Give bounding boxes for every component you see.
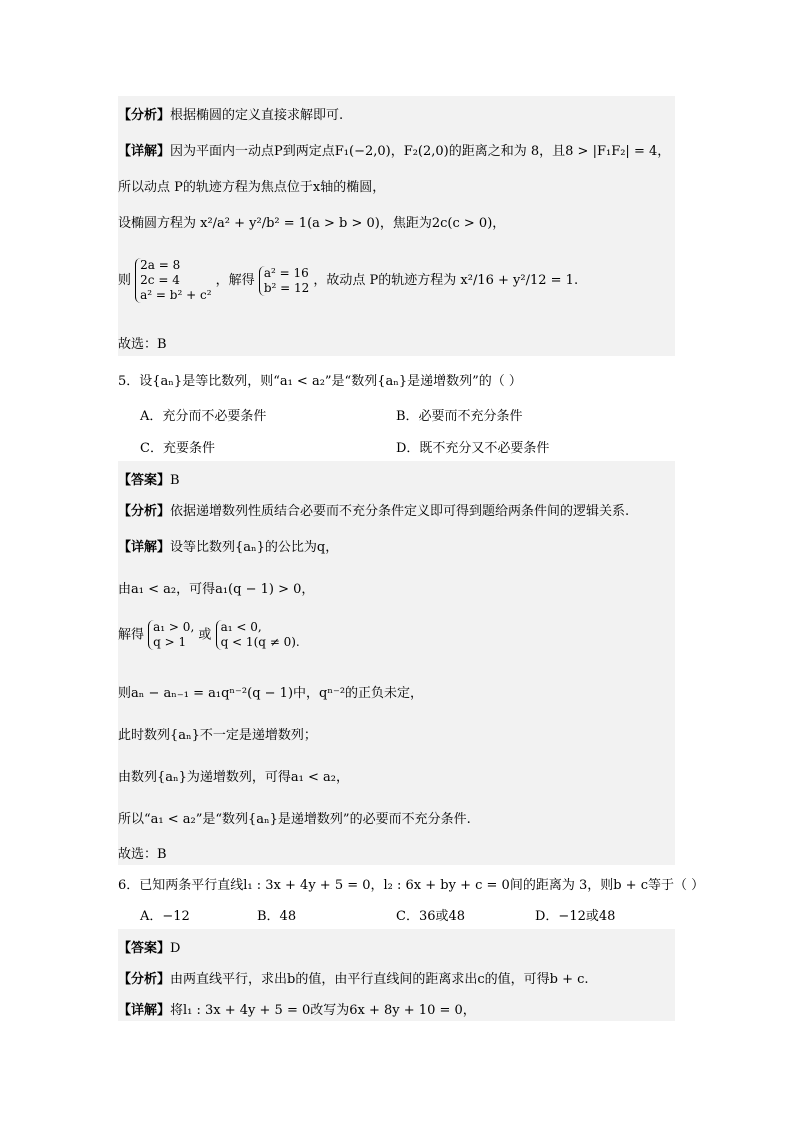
q4-analysis: 【分析】根据椭圆的定义直接求解即可. [118, 108, 344, 123]
q5-answer: 【答案】B [118, 473, 180, 488]
q6-choice-c: C．36或48 [396, 909, 466, 924]
answer-label: 【答案】 [118, 473, 171, 488]
equation-system: a² = 16 b² = 12 [259, 266, 309, 296]
analysis-label: 【分析】 [118, 972, 171, 987]
q5-detail-7: 所以“a₁ < a₂”是“数列{aₙ}是递增数列”的必要而不充分条件. [118, 812, 471, 827]
q5-analysis: 【分析】依据递增数列性质结合必要而不充分条件定义即可得到题给两条件间的逻辑关系. [118, 504, 630, 519]
q5-detail-6: 由数列{aₙ}为递增数列，可得a₁ < a₂， [118, 770, 349, 785]
q5-detail-3: 解得 a₁ > 0, q > 1 或 a₁ < 0, q < 1(q ≠ 0). [118, 620, 300, 649]
q6-choice-b: B．48 [257, 909, 297, 924]
equation-system: a₁ > 0, q > 1 [148, 620, 194, 650]
q5-choice-c: C．充要条件 [140, 441, 215, 456]
q5-stem: 5．设{aₙ}是等比数列，则“a₁ < a₂”是“数列{aₙ}是递增数列”的（ ） [118, 374, 522, 389]
q4-detail-4: 则 2a = 8 2c = 4 a² = b² + c² ，解得 a² = 16 b² = 12 ，故动点 P的轨迹方程为 x²/16 + y²/12 = 1. [118, 258, 579, 302]
q5-choice-a: A．充分而不必要条件 [140, 409, 267, 424]
q5-choice-d: D．既不充分又不必要条件 [396, 441, 550, 456]
q4-conclusion: 故选：B [118, 337, 167, 352]
q5-choice-b: B．必要而不充分条件 [396, 409, 523, 424]
answer-label: 【答案】 [118, 941, 171, 956]
equation-system: 2a = 8 2c = 4 a² = b² + c² [135, 258, 211, 303]
q4-detail-3: 设椭圆方程为 x²/a² + y²/b² = 1(a > b > 0)，焦距为2c(c > 0)， [118, 216, 506, 231]
q5-solution-panel [118, 461, 675, 865]
q4-detail-2: 所以动点 P的轨迹方程为焦点位于x轴的椭圆， [118, 180, 386, 195]
q5-conclusion: 故选：B [118, 847, 167, 862]
detail-label: 【详解】 [118, 540, 171, 555]
q6-choice-d: D．−12或48 [535, 909, 616, 924]
q6-analysis: 【分析】由两直线平行，求出b的值，由平行直线间的距离求出c的值，可得b + c. [118, 972, 589, 987]
q5-detail-5: 此时数列{aₙ}不一定是递增数列； [118, 728, 317, 743]
q6-choice-a: A．−12 [140, 909, 190, 924]
detail-label: 【详解】 [118, 1003, 171, 1018]
q4-detail-1: 【详解】因为平面内一动点P到两定点F₁(−2,0)，F₂(2,0)的距离之和为 8，且8 > |F₁F₂| = 4， [118, 144, 671, 159]
q5-detail-2: 由a₁ < a₂，可得a₁(q − 1) > 0， [118, 582, 315, 597]
q5-detail-4: 则aₙ − aₙ₋₁ = a₁qⁿ⁻²(q − 1)中，qⁿ⁻²的正负未定， [118, 686, 424, 701]
q6-answer: 【答案】D [118, 941, 181, 956]
equation-system: a₁ < 0, q < 1(q ≠ 0). [216, 620, 300, 650]
analysis-label: 【分析】 [118, 108, 171, 123]
q5-detail-1: 【详解】设等比数列{aₙ}的公比为q， [118, 540, 339, 555]
detail-label: 【详解】 [118, 144, 171, 159]
q6-detail-1: 【详解】将l₁ : 3x + 4y + 5 = 0改写为6x + 8y + 10 = 0， [118, 1003, 476, 1018]
q6-stem: 6．已知两条平行直线l₁ : 3x + 4y + 5 = 0，l₂ : 6x + by + c = 0间的距离为 3，则b + c等于（ ） [118, 878, 705, 893]
analysis-label: 【分析】 [118, 504, 171, 519]
